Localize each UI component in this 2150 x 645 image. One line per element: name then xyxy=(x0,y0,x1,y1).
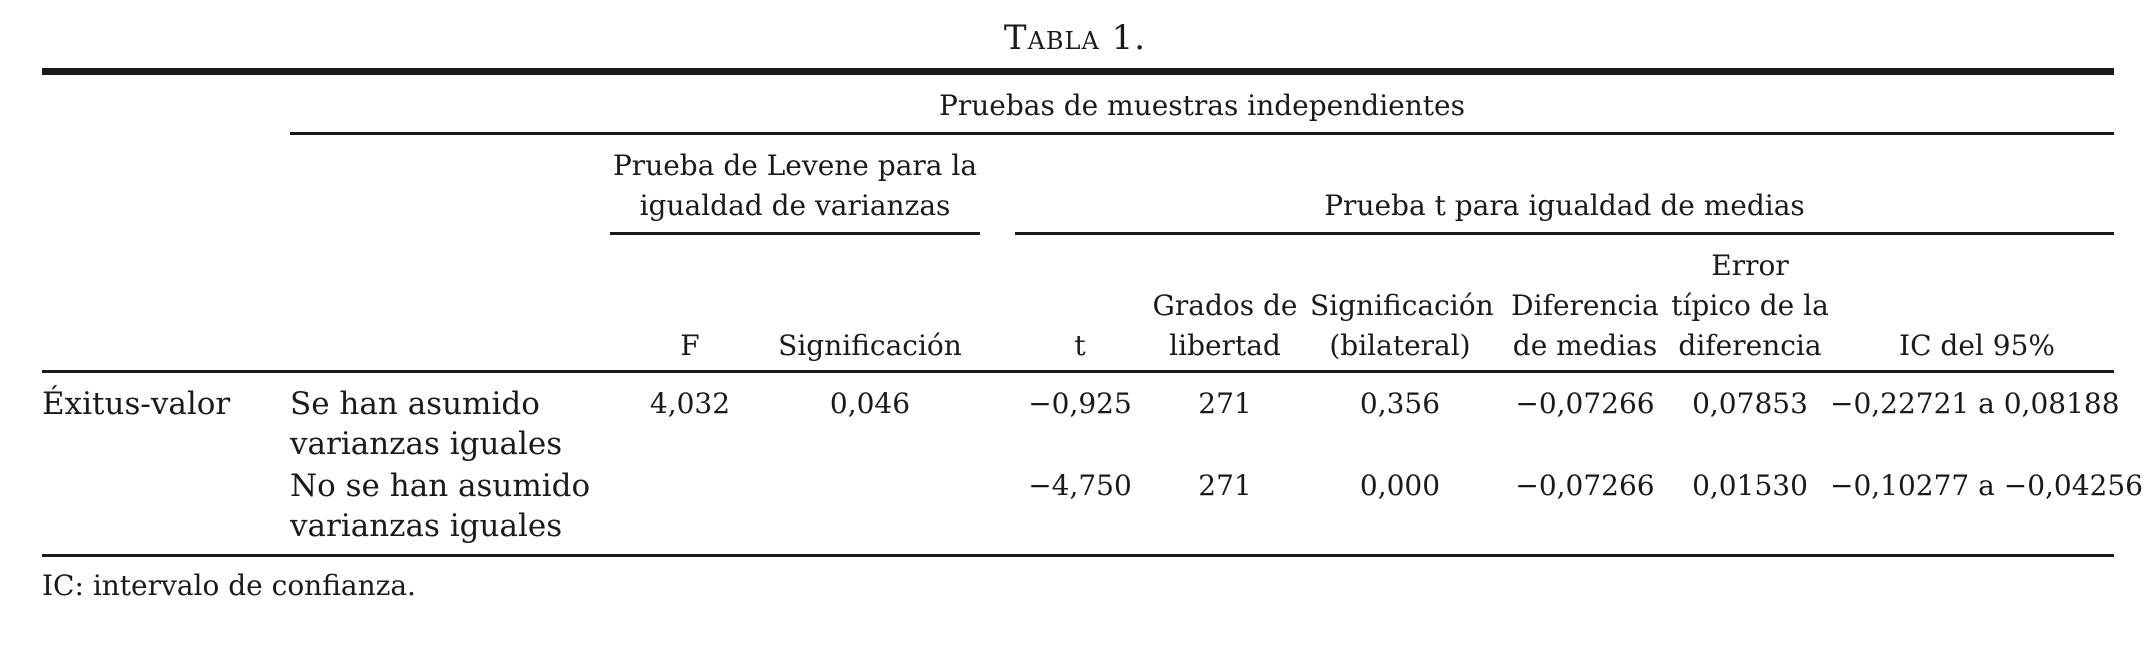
col-header-sig-bilateral-line1: Significación xyxy=(1310,289,1494,322)
col-header-std-error xyxy=(1665,246,1835,366)
table-cell-t: −4,750 xyxy=(1028,469,1132,502)
table-cell-sig-levene: 0,046 xyxy=(829,387,911,420)
group-header: Pruebas de muestras independientes xyxy=(939,89,1465,122)
ttest-header: Prueba t para igualdad de medias xyxy=(1324,189,1805,222)
col-header-std-error-line1: Error xyxy=(1711,249,1789,282)
table-cell-df: 271 xyxy=(1198,387,1252,420)
col-header-mean-diff-line1: Diferencia xyxy=(1511,289,1659,322)
variable-label: Éxitus-valor xyxy=(42,386,231,422)
col-header-f: F xyxy=(680,329,700,362)
table-cell-sig-bilateral: 0,356 xyxy=(1359,387,1441,420)
col-header-df xyxy=(1150,286,1300,366)
col-header-mean-diff-line2: de medias xyxy=(1512,329,1658,362)
table-cell-df: 271 xyxy=(1198,469,1252,502)
col-header-std-error-line2: típico de la xyxy=(1671,289,1829,322)
levene-header-line1: Prueba de Levene para la xyxy=(612,149,978,182)
table-cell-std-error: 0,07853 xyxy=(1692,387,1808,420)
row-label-unequal-line1: No se han asumido xyxy=(290,468,591,504)
table-cell-ci: −0,22721 a 0,08188 xyxy=(1830,387,2120,420)
row-label-unequal-variances xyxy=(290,466,590,546)
col-header-mean-diff xyxy=(1500,286,1670,366)
table-caption: Tabla 1. xyxy=(1003,18,1147,58)
levene-header-rule xyxy=(610,232,980,235)
table-cell-std-error: 0,01530 xyxy=(1692,469,1808,502)
table-footnote: IC: intervalo de confianza. xyxy=(42,569,416,602)
column-header-rule xyxy=(42,370,2114,373)
col-header-ci: IC del 95% xyxy=(1899,329,2055,362)
bottom-rule xyxy=(42,554,2114,557)
row-label-equal-line2: varianzas iguales xyxy=(290,426,563,462)
group-header-rule xyxy=(290,132,2114,135)
col-header-std-error-line3: diferencia xyxy=(1678,329,1822,362)
col-header-df-line2: libertad xyxy=(1169,329,1281,362)
row-label-unequal-line2: varianzas iguales xyxy=(290,508,563,544)
table-cell-sig-bilateral: 0,000 xyxy=(1359,469,1441,502)
table-cell-mean-diff: −0,07266 xyxy=(1515,469,1655,502)
levene-header xyxy=(580,146,1010,226)
row-label-equal-line1: Se han asumido xyxy=(290,386,540,422)
table-cell-t: −0,925 xyxy=(1028,387,1132,420)
col-header-sig-bilateral-line2: (bilateral) xyxy=(1329,329,1471,362)
table-cell-mean-diff: −0,07266 xyxy=(1515,387,1655,420)
levene-header-line2: igualdad de varianzas xyxy=(639,189,951,222)
table-cell-f: 4,032 xyxy=(649,387,731,420)
top-thick-rule xyxy=(42,68,2114,75)
col-header-sig-bilateral xyxy=(1310,286,1494,366)
table-cell-ci: −0,10277 a −0,04256 xyxy=(1830,469,2143,502)
ttest-header-rule xyxy=(1015,232,2114,235)
col-header-df-line1: Grados de xyxy=(1152,289,1298,322)
col-header-t: t xyxy=(1074,329,1086,362)
row-label-equal-variances xyxy=(290,384,562,464)
col-header-sig-levene: Significación xyxy=(778,329,962,362)
